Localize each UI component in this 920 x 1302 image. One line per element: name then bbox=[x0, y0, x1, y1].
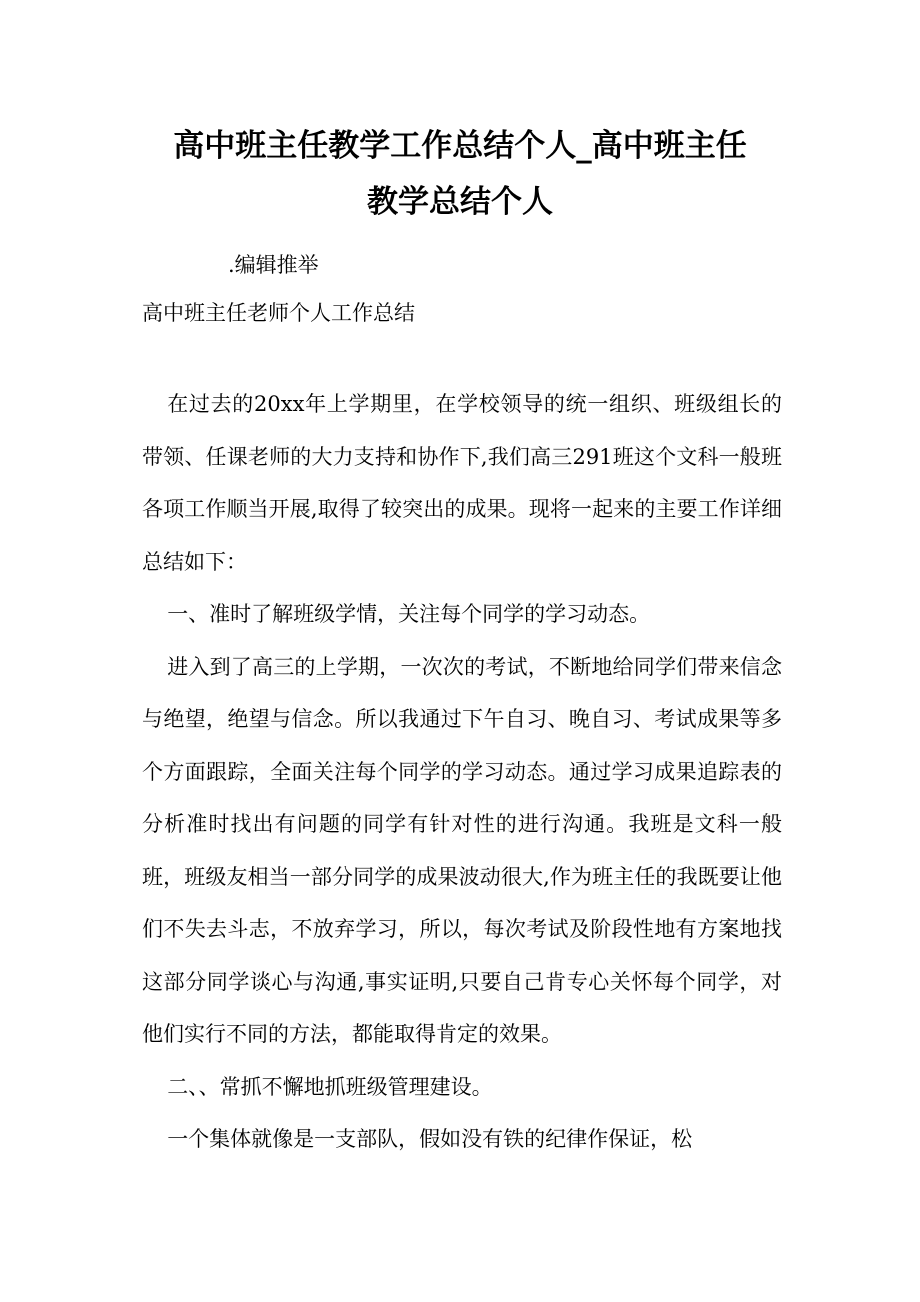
paragraph-section-1-heading: 一、准时了解班级学情，关注每个同学的学习动态。 bbox=[167, 602, 651, 626]
editor-note: .编辑推举 bbox=[228, 253, 319, 277]
title-line-1: 高中班主任教学工作总结个人_高中班主任 bbox=[173, 128, 747, 164]
title-line-2: 教学总结个人 bbox=[367, 184, 553, 220]
document-title bbox=[110, 118, 810, 230]
document-body bbox=[142, 378, 782, 1166]
paragraph-intro: 在过去的20xx年上学期里，在学校领导的统一组织、班级组长的带领、任课老师的大力支持和协作下,我们高三291班这个文科一般班各项工作顺当开展,取得了较突出的成果。现将一起来的主要工作详细总结如下： bbox=[142, 392, 782, 574]
paragraph-section-2-body: 一个集体就像是一支部队，假如没有铁的纪律作保证，松 bbox=[167, 1127, 693, 1151]
paragraph-section-1-body: 进入到了高三的上学期，一次次的考试，不断地给同学们带来信念与绝望，绝望与信念。所以我通过下午自习、晚自习、考试成果等多个方面跟踪，全面关注每个同学的学习动态。通过学习成果追踪表的分析准时找出有问题的同学有针对性的进行沟通。我班是文科一般班，班级友相当一部分同学的成果波动很大,作为班主任的我既要让他们不失去斗志，不放弃学习，所以，每次考试及阶段性地有方案地找这部分同学谈心与沟通,事实证明,只要自己肯专心关怀每个同学，对他们实行不同的方法，都能取得肯定的效果。 bbox=[142, 654, 782, 1046]
paragraph-section-2-heading: 二、、常抓不懈地抓班级管理建设。 bbox=[167, 1074, 493, 1099]
document-heading: 高中班主任老师个人工作总结 bbox=[142, 301, 415, 325]
